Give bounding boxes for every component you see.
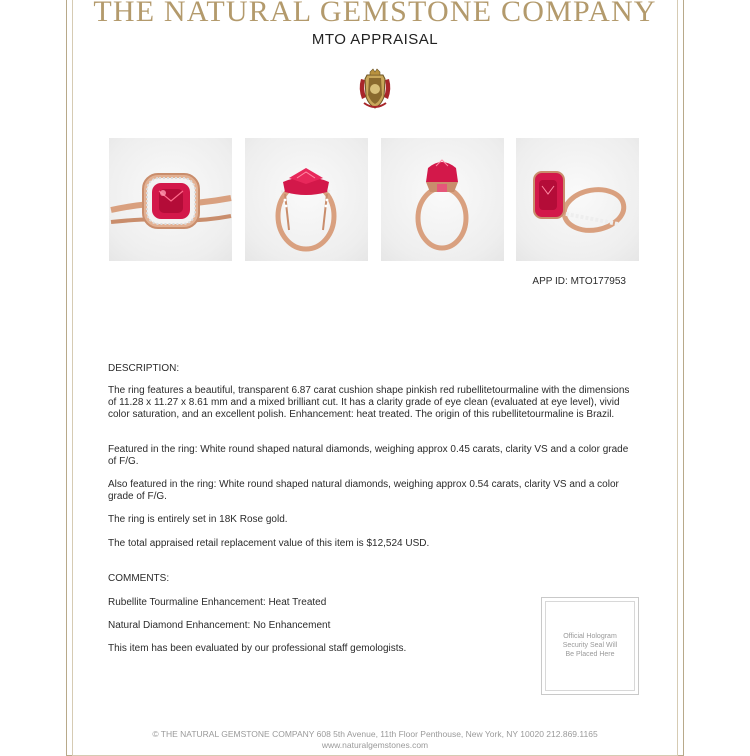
comment-line: Natural Diamond Enhancement: No Enhancement: [108, 620, 331, 631]
company-name: THE NATURAL GEMSTONE COMPANY: [93, 0, 657, 28]
comment-line: Rubellite Tourmaline Enhancement: Heat Treated: [108, 597, 327, 608]
description-paragraph: Also featured in the ring: White round shaped natural diamonds, weighing approx 0.54 carats, clarity VS and a color grade of F/G.: [108, 479, 619, 502]
comment-line: This item has been evaluated by our professional staff gemologists.: [108, 643, 407, 654]
description-paragraph: Featured in the ring: White round shaped natural diamonds, weighing approx 0.45 carats, clarity VS and a color grade of F/G.: [108, 444, 629, 467]
description-label: DESCRIPTION:: [108, 363, 180, 374]
seal-text: Official Hologram Security Seal Will Be Placed Here: [562, 633, 618, 658]
ring-photo-top-view: [109, 138, 232, 261]
appraisal-id: APP ID: MTO177953: [532, 276, 626, 287]
document-title: MTO APPRAISAL: [311, 31, 439, 48]
description-paragraph: The total appraised retail replacement value of this item is $12,524 USD.: [108, 538, 430, 549]
comments-label: COMMENTS:: [108, 573, 170, 584]
description-paragraph: The ring is entirely set in 18K Rose gold.: [108, 514, 288, 525]
ring-photo-angle-view: [516, 138, 639, 261]
description-paragraph: The ring features a beautiful, transparent 6.87 carat cushion shape pinkish red rubellitetourmaline with the dimensions of 11.28 x 11.27 x 8.61 mm and a mixed brilliant cut. It has a clarity grade of eye clean (evaluated at eye level), vivid color saturation, and an excellent polish. Enhancement: heat treated. The origin of this rubellitetourmaline is Brazil.: [108, 385, 630, 420]
ring-photo-side-view: [381, 138, 504, 261]
footer-address: © THE NATURAL GEMSTONE COMPANY 608 5th Avenue, 11th Floor Penthouse, New York, NY 10020 212.869.1165: [152, 729, 598, 739]
ring-photo-front-view: [245, 138, 368, 261]
crest-logo-icon: [356, 67, 394, 111]
hologram-seal-placeholder: [541, 597, 639, 695]
footer-website-link[interactable]: www.naturalgemstones.com: [321, 740, 429, 750]
